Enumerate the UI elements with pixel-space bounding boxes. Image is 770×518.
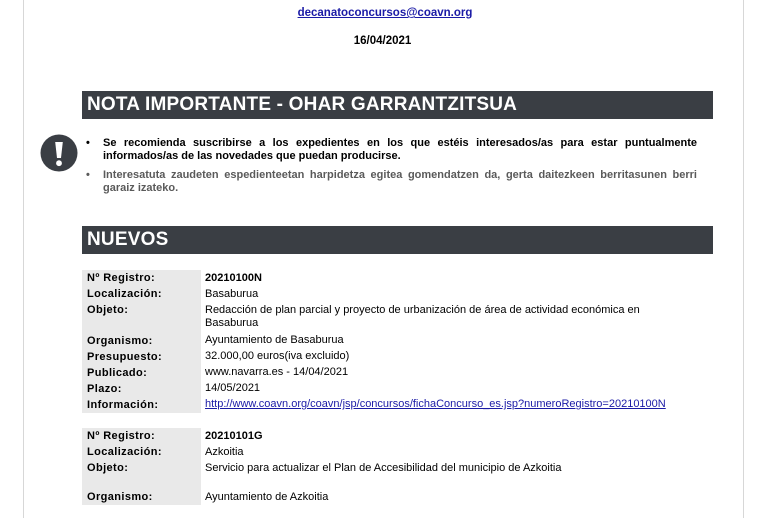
exclamation-icon [40,134,78,172]
field-label: Objeto: [82,302,201,333]
field-publicado [82,365,713,381]
issue-date: 16/04/2021 [353,35,412,47]
field-value: 32.000,00 euros(iva excluido) [205,350,350,362]
field-label: Información: [82,397,201,413]
field-presupuesto [82,349,713,365]
field-label: Presupuesto: [82,349,201,365]
field-label: Plazo: [82,381,201,397]
field-value: Ayuntamiento de Azkoitia [205,490,329,503]
field-value: 20210101G [205,429,263,442]
field-value: 14/05/2021 [205,382,261,394]
field-value: Azkoitia [205,445,244,458]
note-item-eu: • Interesatuta zaudeten espedienteetan harpidetza egitea gomendatzen da, gerta daitezkeen berritasunen berri garaiz izateko. [86,169,697,195]
field-value: www.navarra.es - 14/04/2021 [205,366,349,378]
field-organismo [82,489,713,505]
info-link[interactable]: http://www.coavn.org/coavn/jsp/concursos/fichaConcurso_es.jsp?numeroRegistro=20210100N [205,398,666,410]
note-item-es: • Se recomienda suscribirse a los expedientes en los que estéis interesados/as para estar puntualmente informados/as de las novedades que puedan producirse. [86,137,697,163]
field-label: Organismo: [82,489,201,505]
note-heading: NOTA IMPORTANTE - OHAR GARRANTZITSUA [82,91,713,119]
field-localizacion [82,286,713,302]
field-registro [82,270,713,286]
field-value [201,397,675,413]
field-label: Nº Registro: [82,270,201,286]
field-registro [82,428,713,444]
field-value: Servicio para actualizar el Plan de Accesibilidad del municipio de Azkoitia [205,461,562,474]
field-label: Publicado: [82,365,201,381]
note-list [86,137,697,201]
field-objeto [82,460,713,489]
field-value: Redacción de plan parcial y proyecto de urbanización de área de actividad económica en Basaburua [205,303,640,329]
field-localizacion [82,444,713,460]
field-label: Nº Registro: [82,428,201,444]
field-plazo [82,381,713,397]
email-link[interactable]: decanatoconcursos@coavn.org [297,7,473,19]
field-label: Organismo: [82,333,201,349]
tender-entry [82,270,713,413]
field-label: Localización: [82,444,201,460]
field-value: Ayuntamiento de Basaburua [205,334,344,346]
field-label: Localización: [82,286,201,302]
nuevos-heading: NUEVOS [82,226,713,254]
tender-entry [82,428,713,505]
field-value: 20210100N [205,271,262,284]
field-label: Objeto: [82,460,201,489]
field-value: Basaburua [205,287,259,300]
field-informacion [82,397,713,413]
field-objeto [82,302,713,333]
field-organismo [82,333,713,349]
